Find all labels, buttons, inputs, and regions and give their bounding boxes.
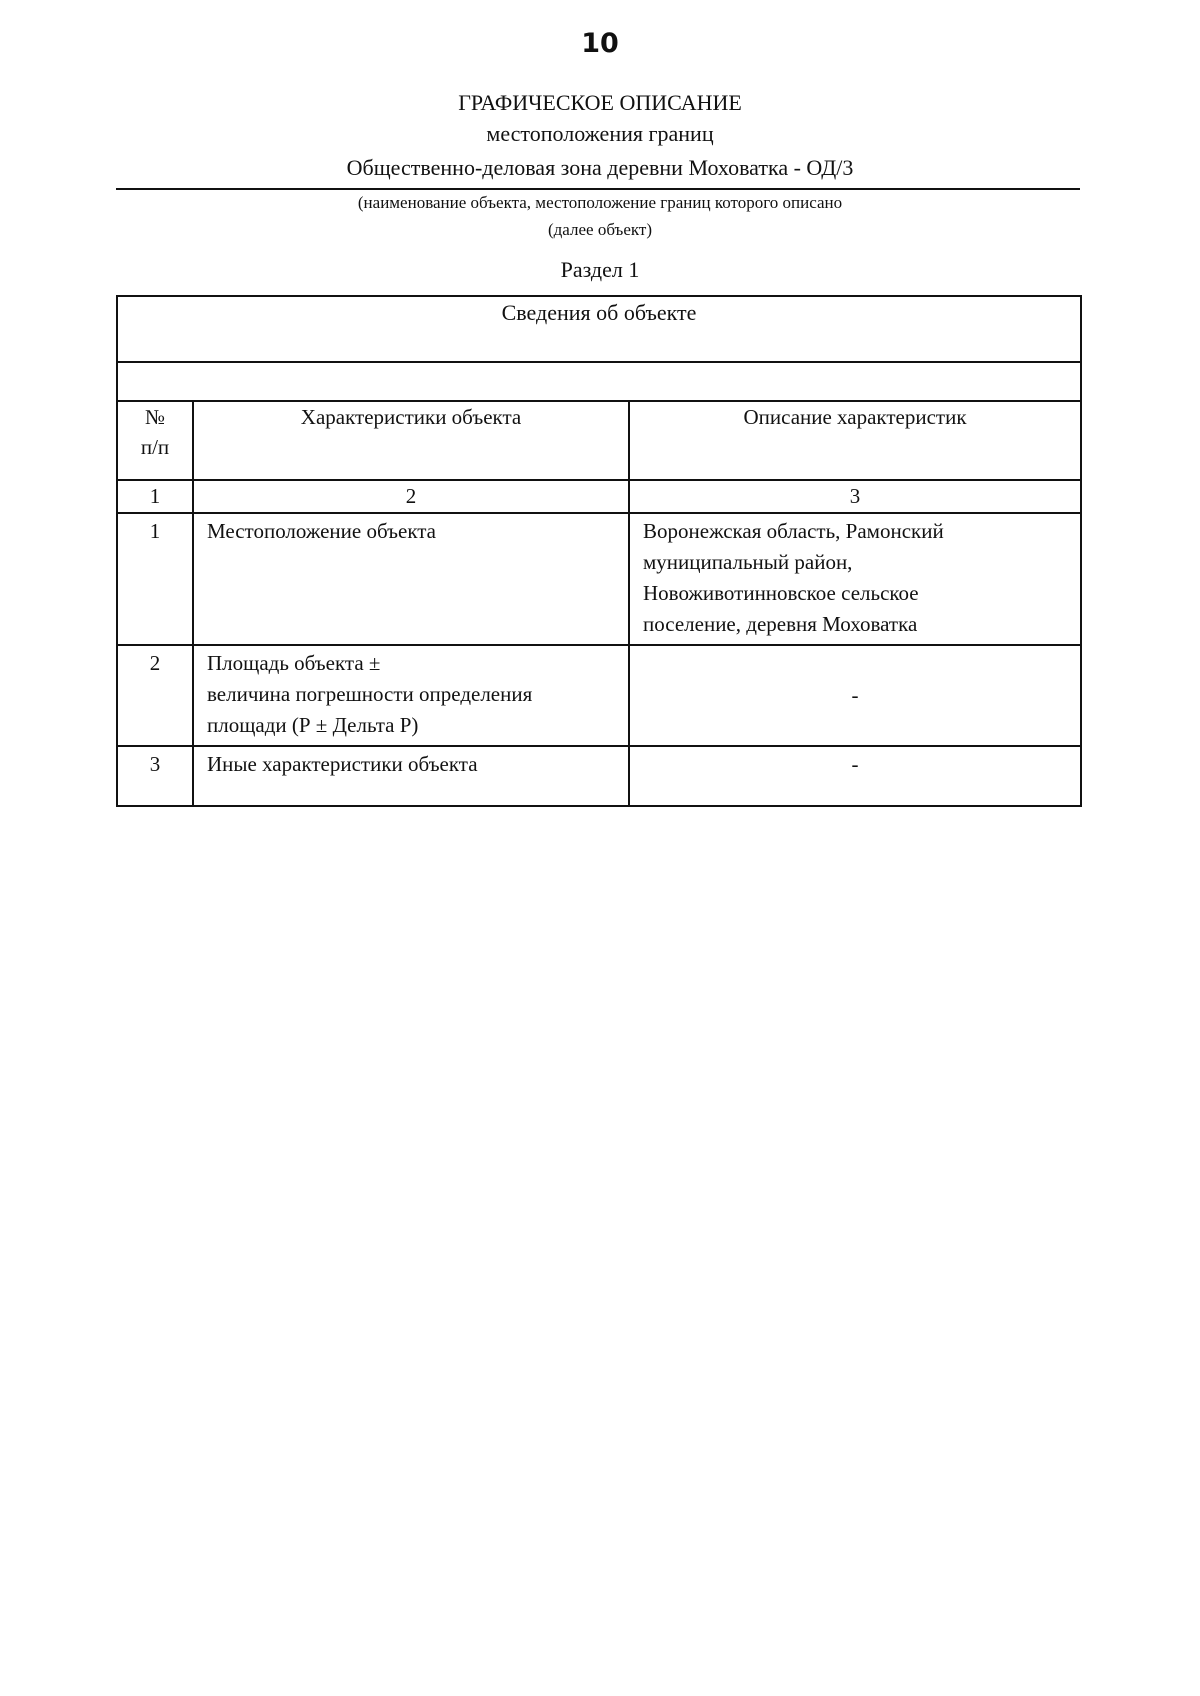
- table-title: Сведения об объекте: [117, 296, 1081, 362]
- column-index-2: 2: [193, 480, 629, 513]
- row-number: 3: [117, 746, 193, 806]
- table-index-row: [117, 480, 1081, 513]
- header-characteristics: Характеристики объекта: [193, 401, 629, 480]
- row-characteristic: [193, 513, 629, 645]
- row-number: 2: [117, 645, 193, 746]
- row-description: -: [629, 746, 1081, 806]
- column-index-1: 1: [117, 480, 193, 513]
- table-header-row: [117, 401, 1081, 480]
- table-row: [117, 513, 1081, 645]
- header-description: Описание характеристик: [629, 401, 1081, 480]
- table-empty-row: [117, 362, 1081, 401]
- description-line: муниципальный район,: [643, 550, 853, 574]
- object-name-caption-line2: (далее объект): [547, 220, 653, 239]
- characteristic-line: Иные характеристики объекта: [207, 752, 478, 776]
- page-number: 10: [581, 28, 619, 59]
- section-heading: Раздел 1: [560, 257, 640, 282]
- characteristic-line: Местоположение объекта: [207, 519, 437, 543]
- characteristic-line: площади (Р ± Дельта Р): [207, 713, 419, 737]
- column-index-3: 3: [629, 480, 1081, 513]
- description-line: Воронежская область, Рамонский: [643, 519, 944, 543]
- row-description: [629, 513, 1081, 645]
- table-row: [117, 746, 1081, 806]
- row-characteristic: [193, 746, 629, 806]
- header-num-abbrev: п/п: [140, 435, 170, 459]
- document-title: ГРАФИЧЕСКОЕ ОПИСАНИЕ: [458, 90, 742, 115]
- header-num-cell: [117, 401, 193, 480]
- object-name-caption-line1: (наименование объекта, местоположение границ которого описано: [357, 193, 843, 212]
- row-number: 1: [117, 513, 193, 645]
- object-name-underline: [116, 188, 1080, 190]
- table-empty-cell: [117, 362, 1081, 401]
- table-row: [117, 645, 1081, 746]
- table-title-row: [117, 296, 1081, 362]
- object-info-table: [116, 295, 1082, 807]
- header-num-symbol: №: [144, 405, 166, 429]
- description-line: Новоживотинновское сельское: [643, 581, 919, 605]
- object-name: Общественно-деловая зона деревни Моховатка - ОД/3: [346, 155, 854, 180]
- characteristic-line: величина погрешности определения: [207, 682, 533, 706]
- row-description: -: [629, 645, 1081, 746]
- document-subtitle: местоположения границ: [486, 121, 714, 146]
- row-characteristic: [193, 645, 629, 746]
- description-line: поселение, деревня Моховатка: [643, 612, 918, 636]
- characteristic-line: Площадь объекта ±: [207, 651, 381, 675]
